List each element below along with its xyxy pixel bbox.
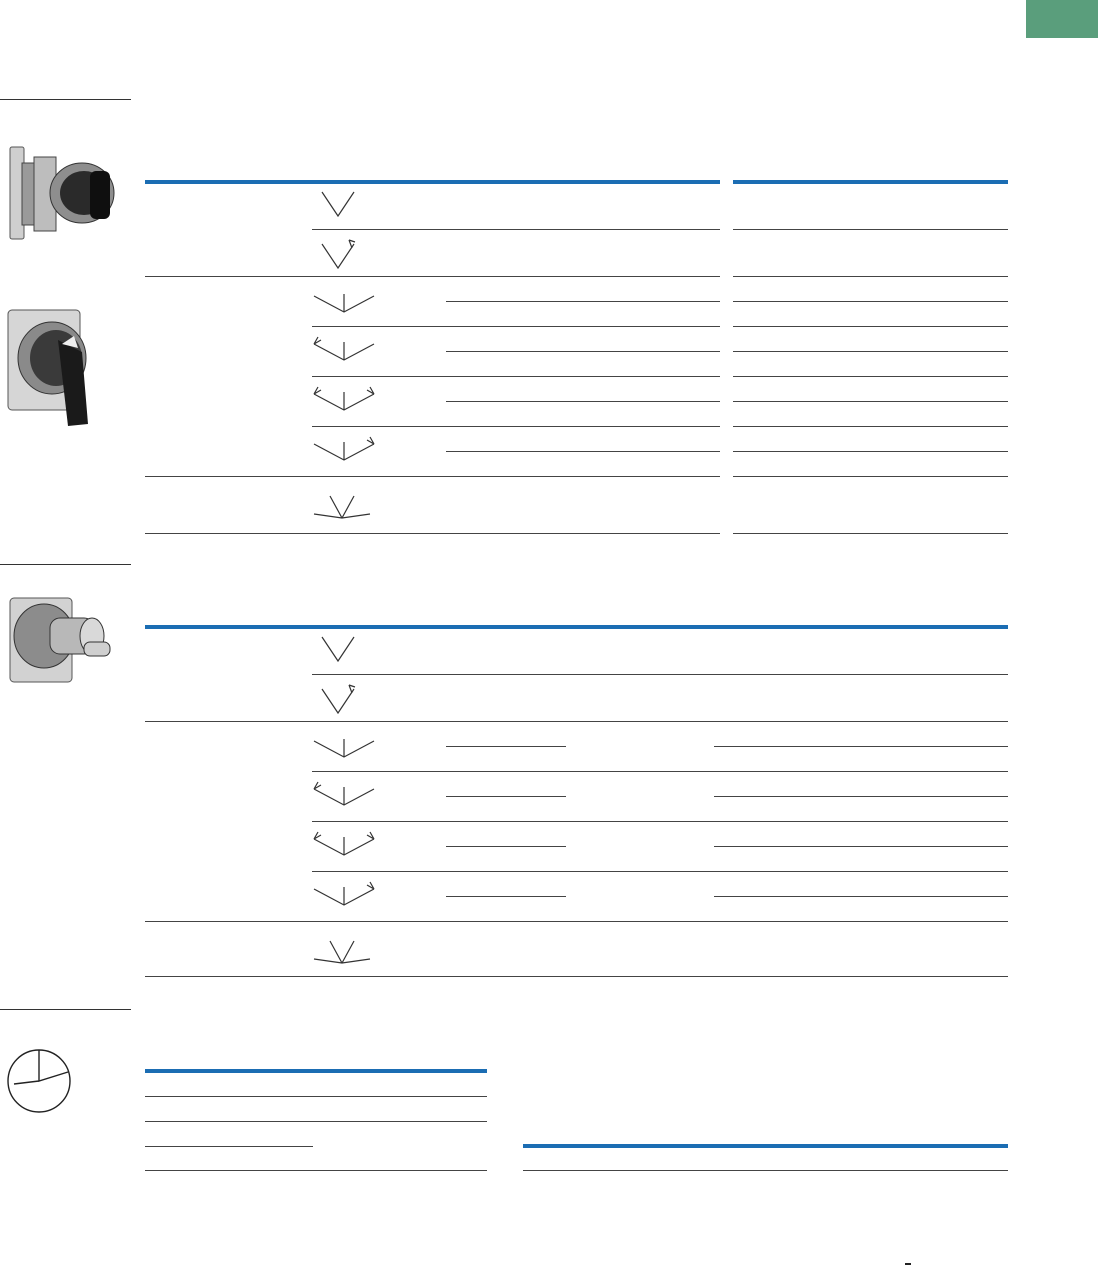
table-row-rule (733, 326, 1008, 327)
selector-switch-photo (4, 133, 124, 248)
table-sub-rule (733, 451, 1008, 452)
table-header-rule (733, 180, 1008, 184)
table-bottom-rule (145, 976, 1008, 977)
two-position-icon (318, 633, 358, 670)
table-row-rule (312, 229, 720, 230)
three-position-icon (312, 290, 378, 323)
table-header-rule (145, 625, 1008, 629)
section-divider (0, 1009, 131, 1010)
table-bottom-rule (733, 533, 1008, 534)
table-header-rule (145, 1069, 487, 1073)
key-selector-switch-photo (4, 590, 124, 685)
table-sub-rule (446, 451, 720, 452)
section-divider (0, 99, 131, 100)
table-sub-rule (714, 796, 1008, 797)
section-divider (0, 564, 131, 565)
table-bottom-rule (523, 1170, 1008, 1171)
table-row-rule (145, 1146, 313, 1147)
table-sub-rule (714, 846, 1008, 847)
table-header-rule (145, 180, 720, 184)
two-position-icon (318, 188, 358, 225)
two-position-spring-return-icon (318, 236, 358, 275)
three-position-spring-right-icon (312, 881, 378, 914)
table-group-rule (145, 276, 720, 277)
table-row-rule (312, 326, 720, 327)
section-tab-marker (1026, 0, 1098, 38)
table-group-rule (145, 476, 720, 477)
table-sub-rule (446, 896, 566, 897)
three-position-spring-right-icon (312, 436, 378, 469)
table-sub-rule (446, 351, 720, 352)
table-row-rule (312, 674, 1008, 675)
table-sub-rule (446, 746, 566, 747)
table-group-rule (145, 921, 1008, 922)
table-row-rule (312, 821, 1008, 822)
table-bottom-rule (145, 533, 720, 534)
table-sub-rule (714, 746, 1008, 747)
table-row-rule (312, 376, 720, 377)
three-position-spring-both-icon (312, 386, 378, 419)
table-bottom-rule (145, 1170, 487, 1171)
table-row-rule (145, 1121, 487, 1122)
table-sub-rule (714, 896, 1008, 897)
selector-switch-long-lever-photo (4, 300, 124, 430)
table-row-rule (733, 376, 1008, 377)
two-position-spring-return-icon (318, 681, 358, 720)
three-position-spring-both-icon (312, 831, 378, 864)
table-sub-rule (733, 401, 1008, 402)
table-row-rule (733, 229, 1008, 230)
table-row-rule (733, 426, 1008, 427)
footer-mark (905, 1263, 911, 1265)
table-group-rule (733, 476, 1008, 477)
table-sub-rule (446, 846, 566, 847)
cam-diagram-icon (6, 1048, 74, 1119)
table-header-rule (523, 1144, 1008, 1148)
table-row-rule (145, 1096, 487, 1097)
table-sub-rule (446, 301, 720, 302)
table-sub-rule (446, 401, 720, 402)
table-sub-rule (733, 351, 1008, 352)
three-position-spring-left-icon (312, 781, 378, 814)
table-sub-rule (446, 796, 566, 797)
table-row-rule (312, 771, 1008, 772)
table-group-rule (145, 721, 1008, 722)
table-row-rule (312, 871, 1008, 872)
three-position-icon (312, 735, 378, 768)
table-group-rule (733, 276, 1008, 277)
four-position-icon (312, 490, 372, 525)
four-position-icon (312, 935, 372, 970)
three-position-spring-left-icon (312, 336, 378, 369)
table-row-rule (312, 426, 720, 427)
table-sub-rule (733, 301, 1008, 302)
